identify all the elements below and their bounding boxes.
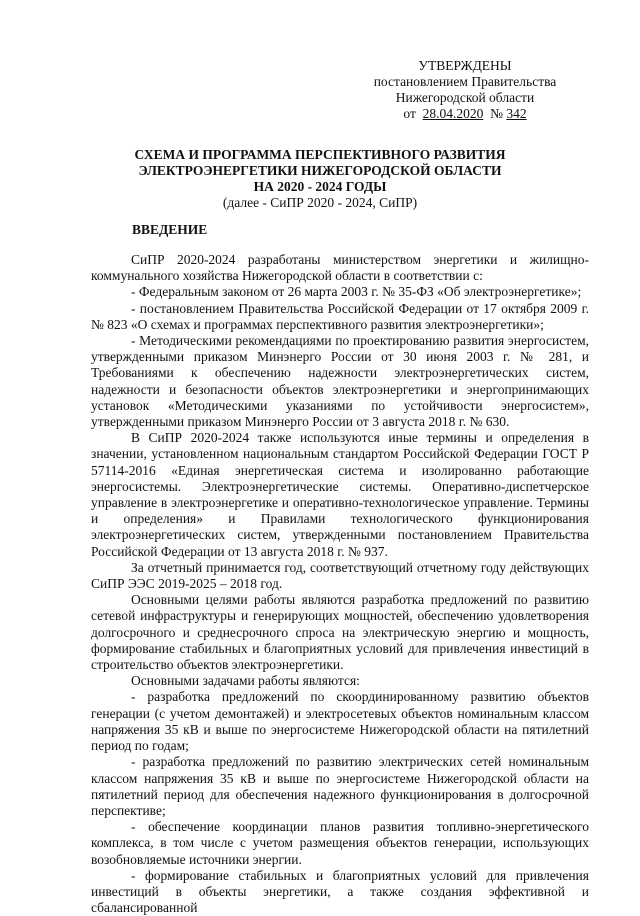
paragraph: Основными целями работы являются разработка предложений по развитию сетевой инфраструктуры и генерирующих мощностей, обеспечению удовлетворения долгосрочного и среднесрочного спроса на электрическую энергию и мощность, формирование стабильных и благоприятных условий для привлечения инвестиций в строительство объектов электроэнергетики. <box>91 592 589 673</box>
paragraph: В СиПР 2020-2024 также используются иные термины и определения в значении, установленном национальным стандартом Российской Федерации ГОСТ Р 57114-2016 «Единая энергетическая система и изолированно работающие энергосистемы. Электроэнергетические системы. Оперативно-диспетчерское управление в электроэнергетике и оперативно-технологическое управление. Термины и определения» и Правилами технологического функционирования электроэнергетических систем, утвержденными постановлением Правительства Российской Федерации от 13 августа 2018 г. № 937. <box>91 430 589 559</box>
document-title <box>60 147 580 211</box>
title-line-1: СХЕМА И ПРОГРАММА ПЕРСПЕКТИВНОГО РАЗВИТИЯ <box>134 147 506 162</box>
approval-number: 342 <box>506 106 527 121</box>
paragraph: - Федеральным законом от 26 марта 2003 г. № 35-ФЗ «Об электроэнергетике»; <box>131 284 582 300</box>
approval-stamp <box>340 58 590 122</box>
document-body <box>91 252 589 916</box>
approval-date-line <box>340 106 590 122</box>
number-prefix: № <box>490 106 503 121</box>
title-line-3: НА 2020 - 2024 ГОДЫ <box>253 179 387 194</box>
section-heading: ВВЕДЕНИЕ <box>132 222 208 237</box>
approval-line-1: УТВЕРЖДЕНЫ <box>418 58 512 73</box>
paragraph: - формирование стабильных и благоприятных условий для привлечения инвестиций в объекты энергетики, а также создания эффективной и сбалансированной <box>91 867 589 916</box>
paragraph: - постановлением Правительства Российской Федерации от 17 октября 2009 г. № 823 «О схемах и программах перспективного развития электроэнергетики»; <box>91 300 589 332</box>
paragraph: - обеспечение координации планов развития топливно-энергетического комплекса, в том числе с учетом размещения объектов генерации, использующих возобновляемые источники энергии. <box>91 819 589 867</box>
approval-date: 28.04.2020 <box>422 106 484 121</box>
paragraph: СиПР 2020-2024 разработаны министерством энергетики и жилищно-коммунального хозяйства Нижегородской области в соответствии с: <box>91 252 589 284</box>
paragraph: - разработка предложений по развитию электрических сетей номинальным классом напряжения 35 кВ и выше по энергосистеме Нижегородской области на пятилетний период для обеспечения надежного функционирования в долгосрочной перспективе; <box>91 754 589 818</box>
paragraph: Основными задачами работы являются: <box>131 673 360 689</box>
title-line-2: ЭЛЕКТРОЭНЕРГЕТИКИ НИЖЕГОРОДСКОЙ ОБЛАСТИ <box>138 163 502 178</box>
approval-line-3: Нижегородской области <box>395 90 535 105</box>
date-prefix: от <box>403 106 416 121</box>
title-line-4: (далее - СиПР 2020 - 2024, СиПР) <box>222 195 418 210</box>
paragraph: - разработка предложений по скоординированному развитию объектов генерации (с учетом демонтажей) и электросетевых объектов номинальным классом напряжения 35 кВ и выше по энергосистеме Нижегородской области на пятилетний период по годам; <box>91 689 589 754</box>
approval-line-2: постановлением Правительства <box>373 74 557 89</box>
paragraph: За отчетный принимается год, соответствующий отчетному году действующих СиПР ЭЭС 2019-2025 – 2018 год. <box>91 559 589 592</box>
paragraph: - Методическими рекомендациями по проектированию развития энергосистем, утвержденными приказом Минэнерго России от 30 июня 2003 г. № 281, и Требованиями к обеспечению надежности электроэнергетических систем, надежности и безопасности объектов электроэнергетики и энергопринимающих установок «Методическими указаниями по устойчивости энергосистем», утвержденными приказом Минэнерго России от 3 августа 2018 г. № 630. <box>91 333 589 430</box>
